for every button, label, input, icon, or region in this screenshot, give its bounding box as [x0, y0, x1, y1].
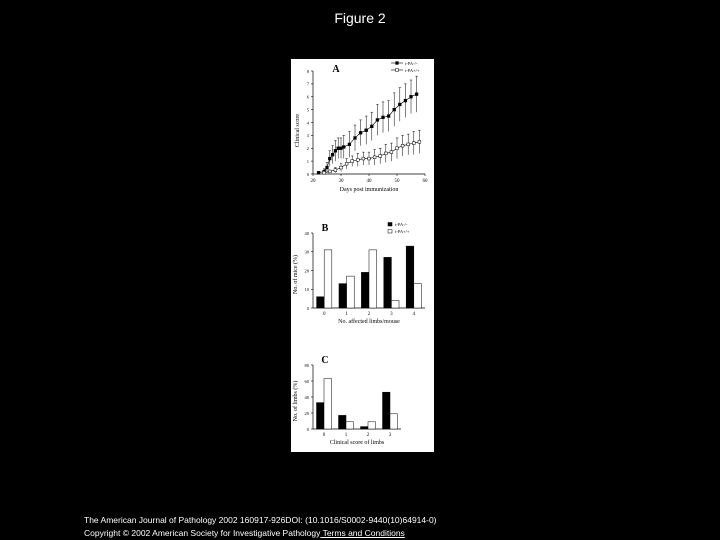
panel-c-bar: [346, 422, 353, 429]
panel-a-y-tick-label: 1: [306, 158, 309, 164]
panel-a-point: [354, 137, 357, 140]
panel-a-y-label: Clinical score: [295, 113, 301, 148]
panel-a-point: [418, 140, 421, 143]
panel-c-bar: [383, 392, 390, 429]
panel-c-x-tick-label: 2: [366, 433, 370, 438]
panel-c-x-tick-label: 1: [344, 433, 348, 438]
panel-a-point: [326, 166, 329, 169]
panel-b-legend-swatch: [388, 230, 392, 234]
panel-a-point: [368, 157, 371, 160]
panel-a-point: [334, 149, 337, 152]
panel-a-y-tick-label: 7: [306, 81, 309, 87]
panel-b-y-label: No. of mice (%): [293, 255, 299, 294]
panel-a-point: [334, 169, 337, 172]
panel-b-y-tick-label: 20: [304, 268, 309, 274]
panel-a-point: [373, 156, 376, 159]
panel-a-point: [317, 171, 320, 174]
panel-a-point: [382, 116, 385, 119]
panel-a-x-tick-label: 60: [422, 179, 428, 184]
panel-a-point: [323, 171, 326, 174]
panel-a-legend-text: t-PA-/-: [405, 60, 418, 66]
panel-a-y-tick-label: 5: [306, 107, 309, 113]
panel-a-point: [410, 95, 413, 98]
panel-b-bar: [384, 257, 392, 308]
panel-c-y-tick-label: 20: [304, 410, 309, 416]
panel-a-point: [390, 151, 393, 154]
panel-a-y-tick-label: 2: [306, 146, 309, 152]
panel-a-y-tick-label: 4: [306, 120, 309, 126]
panel-a-point: [404, 99, 407, 102]
panel-a-point: [340, 166, 343, 169]
panel-a-x-label: Days post immunization: [339, 187, 399, 193]
panel-c-x-tick-label: 3: [388, 433, 392, 438]
panel-c-bar: [390, 414, 397, 429]
panel-b-x-tick-label: 1: [345, 312, 348, 317]
panel-a-point: [376, 119, 379, 122]
panel-a-x-tick-label: 30: [338, 179, 344, 184]
panel-a-x-tick-label: 20: [310, 179, 316, 184]
panel-a-y-tick-label: 8: [306, 68, 309, 74]
figure-svg: [291, 59, 434, 452]
panel-a-point: [398, 103, 401, 106]
panel-a-legend-marker: [396, 62, 399, 65]
panel-a-point: [328, 170, 331, 173]
copyright-text: Copyright © 2002 American Society for Investigative Pathology: [84, 528, 321, 538]
panel-a-y-tick-label: 3: [306, 133, 309, 139]
panel-a-x-tick-label: 50: [394, 179, 400, 184]
panel-a-point: [340, 147, 343, 150]
panel-b-bar: [347, 276, 355, 308]
panel-a-point: [384, 152, 387, 155]
panel-c-y-tick-label: 80: [304, 362, 309, 368]
panel-b-bar: [339, 284, 347, 308]
panel-a-point: [412, 142, 415, 145]
panel-c-y-tick-label: 40: [304, 394, 309, 400]
figure-panel: [291, 59, 434, 452]
panel-b-label: B: [321, 223, 329, 234]
panel-c-bar: [317, 403, 324, 429]
panel-a-point: [345, 162, 348, 165]
panel-b-x-tick-label: 3: [390, 312, 393, 317]
panel-a-point: [370, 125, 373, 128]
panel-a-point: [415, 93, 418, 96]
panel-a-point: [379, 155, 382, 158]
panel-c-x-label: Clinical score of limbs: [329, 440, 385, 446]
panel-a-point: [351, 160, 354, 163]
panel-a-point: [359, 131, 362, 134]
panel-b-bar: [324, 250, 332, 308]
panel-b-bar: [361, 272, 369, 308]
panel-a-label: A: [332, 64, 340, 75]
panel-c-label: C: [321, 355, 329, 366]
panel-b-legend-swatch: [388, 223, 392, 227]
panel-a-point: [331, 153, 334, 156]
panel-c-bar: [361, 427, 368, 429]
panel-a-point: [396, 147, 399, 150]
panel-b-y-tick-label: 10: [304, 287, 309, 293]
panel-a-point: [362, 157, 365, 160]
panel-a-point: [393, 108, 396, 111]
panel-a-point: [407, 143, 410, 146]
panel-a-legend-marker: [396, 69, 399, 72]
panel-a-y-tick-label: 6: [306, 94, 309, 100]
panel-a-legend-text: t-PA+/+: [405, 67, 420, 73]
panel-a-y-tick-label: 0: [306, 171, 309, 177]
panel-a-point: [348, 143, 351, 146]
panel-b-legend-text: t-PA+/+: [395, 229, 410, 234]
copyright-line: [84, 528, 405, 538]
panel-a-point: [337, 147, 340, 150]
panel-b-bar: [414, 284, 422, 308]
panel-c-bar: [368, 422, 375, 429]
terms-link[interactable]: Terms and Conditions: [320, 528, 405, 538]
panel-c-bar: [339, 415, 346, 429]
panel-b-y-tick-label: 0: [306, 305, 309, 311]
panel-a-series-line-2: [324, 142, 419, 173]
citation-line: The American Journal of Pathology 2002 160917-926DOI: (10.1016/S0002-9440(10)64914-0): [84, 515, 437, 525]
panel-a-point: [401, 144, 404, 147]
panel-c-y-tick-label: 60: [304, 378, 309, 384]
panel-b-x-tick-label: 4: [412, 312, 416, 317]
panel-c-bar: [324, 379, 331, 429]
panel-b-bar: [406, 246, 414, 308]
panel-b-x-label: No. affected limbs/mouse: [338, 319, 400, 325]
panel-c-y-label: No. of limbs (%): [293, 380, 299, 422]
panel-b-bar: [391, 301, 399, 309]
figure-title: Figure 2: [334, 10, 386, 26]
panel-a-point: [387, 115, 390, 118]
panel-a-x-tick-label: 40: [366, 179, 372, 184]
panel-a-point: [328, 157, 331, 160]
panel-c-x-tick-label: 0: [322, 433, 326, 438]
panel-b-y-tick-label: 30: [304, 249, 309, 255]
panel-a-series-line-1: [319, 94, 417, 173]
panel-b-bar: [317, 297, 325, 308]
panel-b-x-tick-label: 0: [322, 312, 326, 317]
panel-b-bar: [369, 250, 377, 308]
panel-b-y-tick-label: 40: [304, 230, 309, 236]
panel-b-x-tick-label: 2: [367, 312, 371, 317]
panel-a-point: [356, 158, 359, 161]
panel-b-legend-text: t-PA-/-: [395, 222, 408, 227]
panel-a-point: [365, 129, 368, 132]
panel-a-point: [342, 146, 345, 149]
panel-c-y-tick-label: 0: [306, 426, 309, 432]
